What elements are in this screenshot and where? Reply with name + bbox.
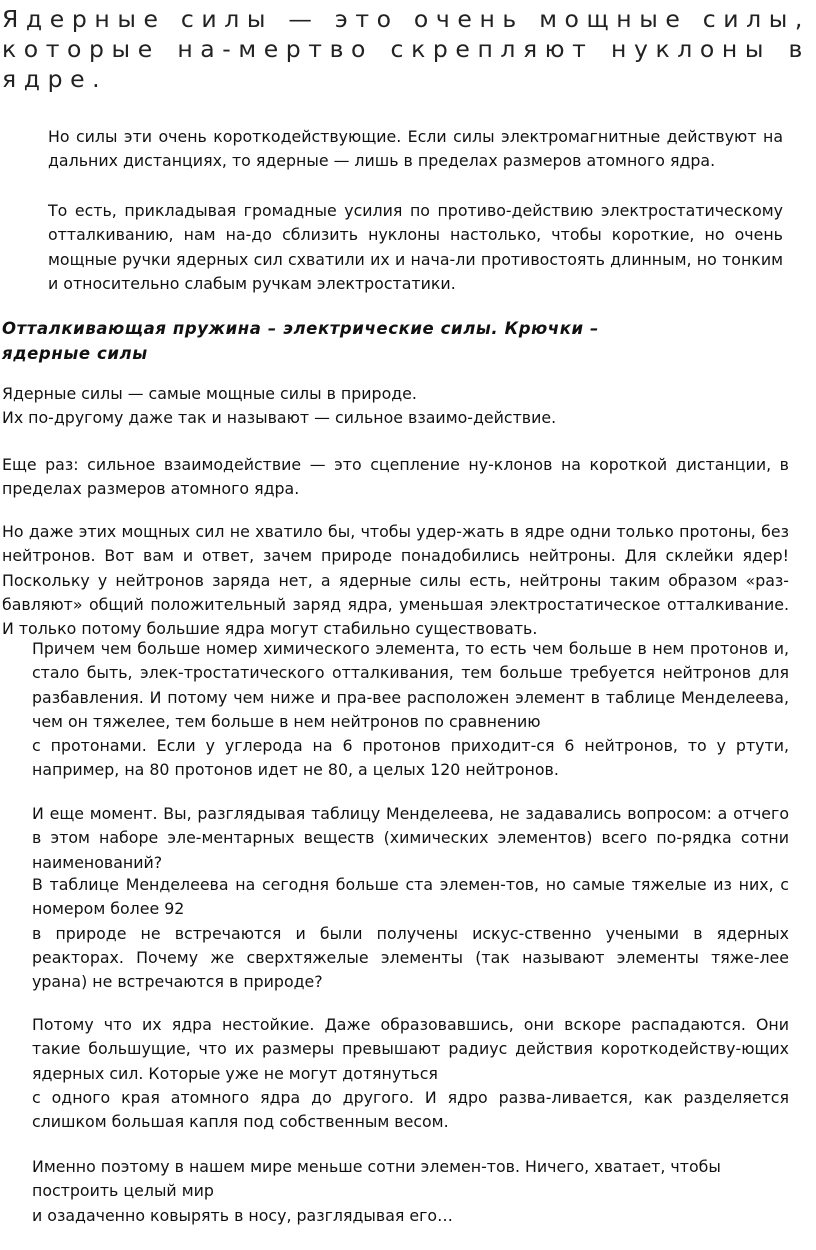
- text-line: с протонами. Если у углерода на 6 протонов приходит-ся 6 нейтронов, то у ртути, например, на 80 протонов идет не 80, а целых 120 нейтронов.: [32, 736, 789, 780]
- paragraph-unstable-nuclei: [32, 1013, 789, 1134]
- text-line: Причем чем больше номер химического элемента, то есть чем больше в нем протонов и, стало быть, элек-тростатического отталкивания, тем больше требуется нейтронов для разбавления. И потому чем ниже и пра-вее расположен элемент в таблице Менделеева, чем он тяжелее, тем больше в нем нейтронов по сравнению: [32, 639, 789, 731]
- paragraph-repeat: Еще раз: сильное взаимодействие — это сцепление ну-клонов на короткой дистанции, в пределах размеров атомного ядра.: [2, 455, 789, 499]
- text-line: с одного края атомного ядра до другого. И ядро разва-ливается, как разделяется слишком большая капля под собственным весом.: [32, 1087, 789, 1132]
- text-line: в природе не встречаются и были получены искус-ственно учеными в ядерных реакторах. Почему же сверхтяжелые элементы (так называют элементы тяже-лее урана) не встречаются в природе?: [32, 923, 789, 992]
- text-line: Ядерные силы — самые мощные силы в природе.: [2, 384, 417, 403]
- page-title: Ядерные силы — это очень мощные силы, которые на-мертво скрепляют нуклоны в ядре.: [2, 5, 810, 93]
- paragraph-question: И еще момент. Вы, разглядывая таблицу Менделеева, не задавались вопросом: а отчего в этом наборе эле-ментарных веществ (химических элементов) всего по-рядка сотни наименований?: [32, 804, 789, 872]
- intro-paragraph-1: Но силы эти очень короткодействующие. Если силы электромагнитные действуют на дальних дистанциях, то ядерные — лишь в пределах размеров атомного ядра.: [48, 127, 783, 171]
- paragraph-element-number: [32, 637, 789, 783]
- intro-paragraph-2: То есть, прикладывая громадные усилия по противо-действию электростатическому отталкиванию, нам на-до сблизить нуклоны настолько, чтобы короткие, но очень мощные ручки ядерных сил схватили их и нача-ли противостоять длинным, но тонким и относительно слабым ручкам электростатики.: [48, 201, 783, 293]
- text-line: и озадаченно ковырять в носу, разглядывая его…: [32, 1205, 453, 1225]
- text-line: В таблице Менделеева на сегодня больше ста элемен-тов, но самые тяжелые из них, с номером более 92: [32, 875, 789, 919]
- paragraph-strong-force: [2, 382, 789, 431]
- text-line: Потому что их ядра нестойкие. Даже образовавшись, они вскоре распадаются. Они такие большущие, что их размеры превышают радиус действия короткодейству-ющих ядерных сил. Которые уже не могут дотянуться: [32, 1015, 789, 1083]
- subtitle-line-2: ядерные силы: [2, 343, 148, 363]
- paragraph-conclusion: [32, 1155, 789, 1228]
- text-line: Их по-другому даже так и называют — сильное взаимо-действие.: [2, 408, 557, 428]
- paragraph-neutrons: Но даже этих мощных сил не хватило бы, чтобы удер-жать в ядре одни только протоны, без нейтронов. Вот вам и ответ, зачем природе понадобились нейтроны. Для склейки ядер! Поскольку у нейтронов заряда нет, а ядерные силы есть, нейтроны таким образом «раз-бавляют» общий положительный заряд ядра, уменьшая электростатическое отталкивание. И только потому большие ядра могут стабильно существовать.: [2, 522, 789, 639]
- text-line: Именно поэтому в нашем мире меньше сотни элемен-тов. Ничего, хватает, чтобы построить целый мир: [32, 1157, 721, 1201]
- section-subtitle: [2, 317, 762, 366]
- subtitle-line-1: Отталкивающая пружина – электрические силы. Крючки –: [2, 319, 599, 338]
- paragraph-heavy-elements: [32, 873, 789, 994]
